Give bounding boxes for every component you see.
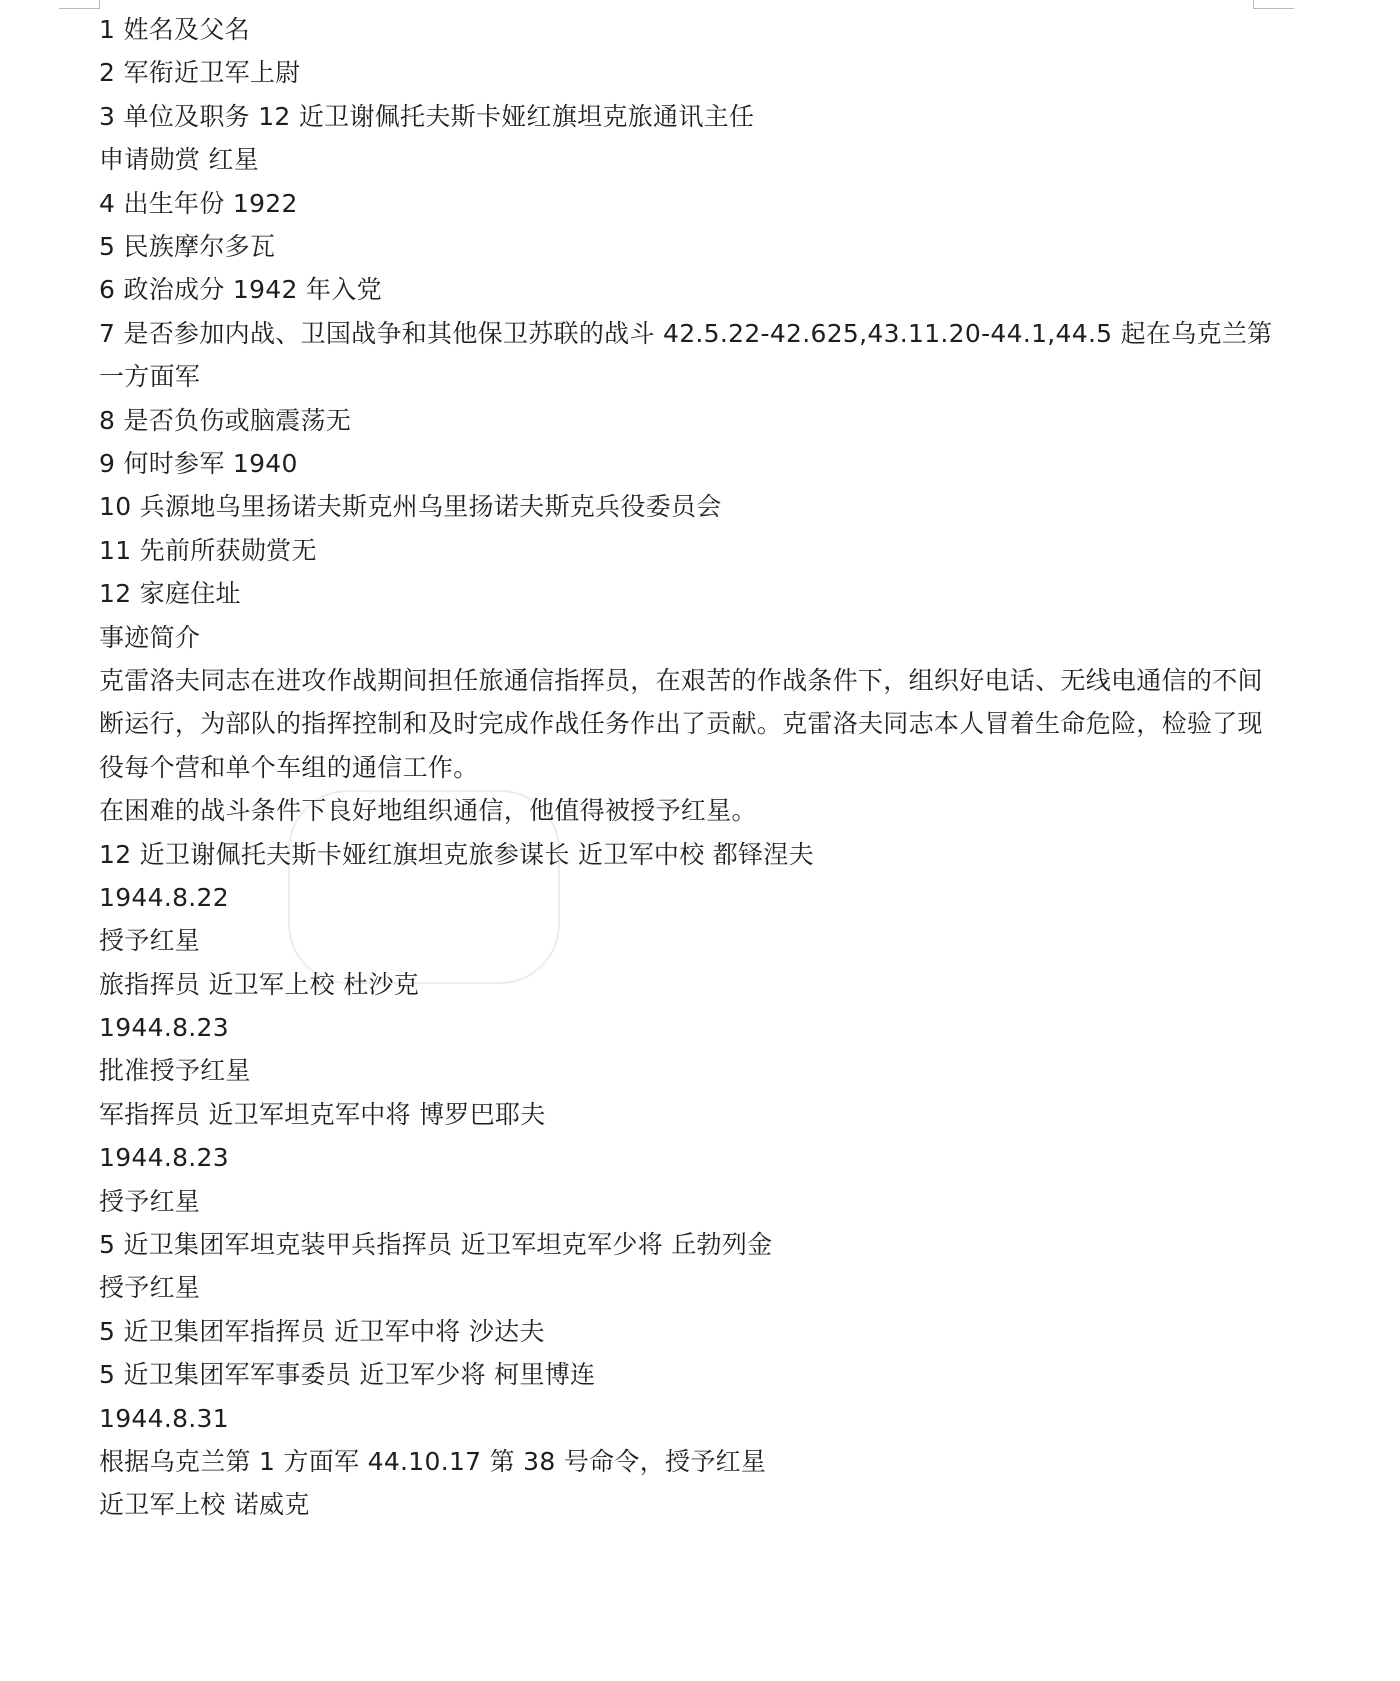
signature-army-commander: 5 近卫集团军指挥员 近卫军中将 沙达夫 <box>99 1316 545 1346</box>
summary-paragraph: 克雷洛夫同志在进攻作战期间担任旅通信指挥员，在艰苦的作战条件下，组织好电话、无线电通信的不间断运行，为部队的指挥控制和及时完成作战任务作出了贡献。克雷洛夫同志本人冒着生命危险，检验了现役每个营和单个车组的通信工作。 <box>99 665 1263 782</box>
field-nationality: 5 民族摩尔多瓦 <box>99 231 276 261</box>
decision-line: 批准授予红星 <box>99 1056 251 1086</box>
field-previous-awards: 11 先前所获勋赏无 <box>99 535 317 565</box>
signature-brigade-commander: 旅指挥员 近卫军上校 杜沙克 <box>99 969 420 999</box>
field-home-address: 12 家庭住址 <box>99 579 241 609</box>
document-body <box>99 8 1279 1527</box>
date-line: 1944.8.23 <box>99 1143 229 1173</box>
field-combat-participation: 7 是否参加内战、卫国战争和其他保卫苏联的战斗 42.5.22-42.625,43.11.20-44.1,44.5 起在乌克兰第一方面军 <box>99 318 1273 392</box>
signature-final: 近卫军上校 诺威克 <box>99 1490 310 1520</box>
field-award-requested: 申请勋赏 红星 <box>99 145 260 175</box>
signature-armor-commander: 5 近卫集团军坦克装甲兵指挥员 近卫军坦克军少将 丘勃列金 <box>99 1230 773 1260</box>
section-heading-summary: 事迹简介 <box>99 622 201 652</box>
field-recruitment-place: 10 兵源地乌里扬诺夫斯克州乌里扬诺夫斯克兵役委员会 <box>99 492 722 522</box>
signature-chief-of-staff: 12 近卫谢佩托夫斯卡娅红旗坦克旅参谋长 近卫军中校 都铎涅夫 <box>99 839 814 869</box>
field-name: 1 姓名及父名 <box>99 15 250 44</box>
page-corner-mark-left <box>59 0 100 9</box>
field-rank: 2 军衔近卫军上尉 <box>99 58 301 88</box>
date-line: 1944.8.31 <box>99 1403 229 1433</box>
date-line: 1944.8.23 <box>99 1013 229 1043</box>
field-birth-year: 4 出生年份 1922 <box>99 188 298 218</box>
field-wounds: 8 是否负伤或脑震荡无 <box>99 405 352 435</box>
summary-conclusion: 在困难的战斗条件下良好地组织通信，他值得被授予红星。 <box>99 796 757 826</box>
decision-line: 授予红星 <box>99 1273 201 1303</box>
order-reference: 根据乌克兰第 1 方面军 44.10.17 第 38 号命令，授予红星 <box>99 1446 767 1476</box>
decision-line: 授予红星 <box>99 926 201 956</box>
field-party-membership: 6 政治成分 1942 年入党 <box>99 275 382 305</box>
field-enlistment-year: 9 何时参军 1940 <box>99 448 298 478</box>
field-unit-position: 3 单位及职务 12 近卫谢佩托夫斯卡娅红旗坦克旅通讯主任 <box>99 101 755 131</box>
signature-corps-commander: 军指挥员 近卫军坦克军中将 博罗巴耶夫 <box>99 1099 546 1129</box>
date-line: 1944.8.22 <box>99 882 229 912</box>
decision-line: 授予红星 <box>99 1186 201 1216</box>
signature-military-council-member: 5 近卫集团军军事委员 近卫军少将 柯里博连 <box>99 1360 596 1390</box>
